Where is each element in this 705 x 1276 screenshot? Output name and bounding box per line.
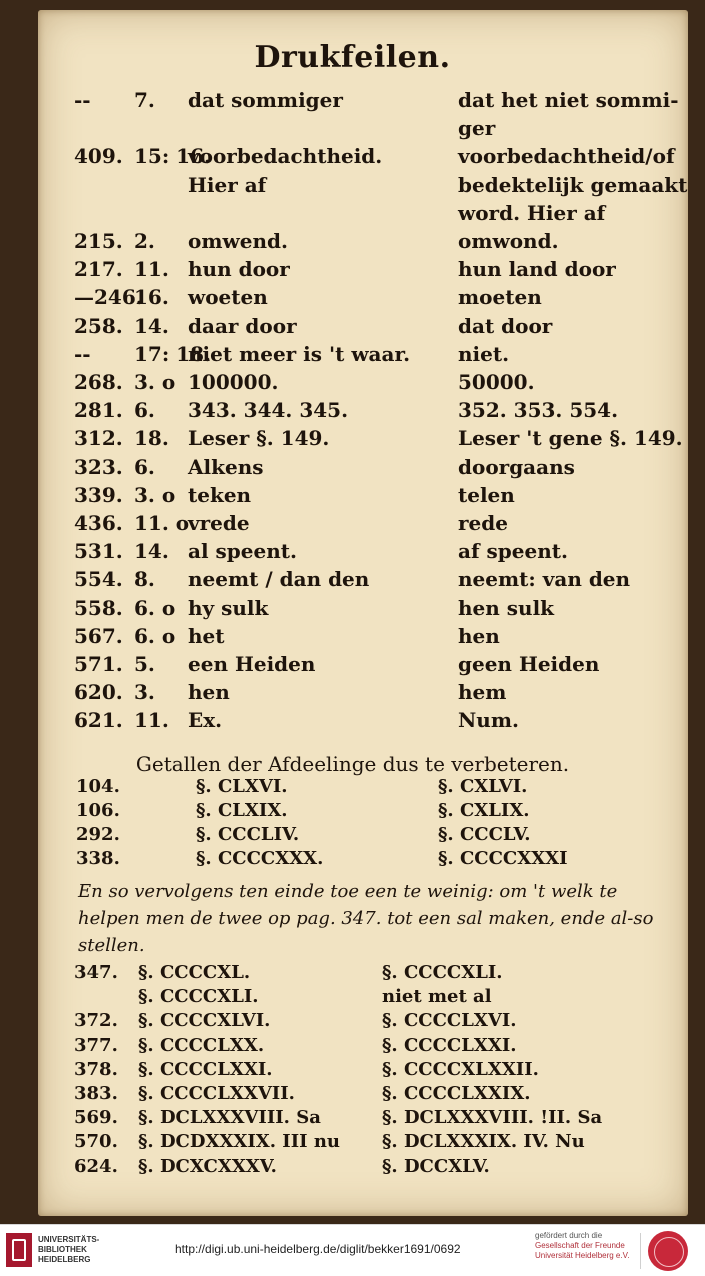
wrong-text: al speent. bbox=[188, 539, 297, 564]
wrong-number: §. CCCCXXX. bbox=[196, 848, 324, 869]
correct-number: §. DCLXXXVIII. !II. Sa bbox=[382, 1107, 603, 1129]
correct-text: telen bbox=[458, 482, 515, 507]
correct-number: §. CCCLV. bbox=[438, 824, 531, 845]
wrong-number: §. CCCCXLVI. bbox=[138, 1010, 271, 1032]
page-number: 567. bbox=[74, 623, 123, 648]
page-number: 377. bbox=[74, 1034, 118, 1056]
correct-text: Leser 't gene §. 149. bbox=[458, 426, 683, 451]
errata-row bbox=[0, 285, 705, 313]
page-number: 570. bbox=[74, 1131, 118, 1153]
errata-row bbox=[0, 173, 705, 201]
page-number: —246. bbox=[74, 285, 143, 310]
correct-text: Num. bbox=[458, 708, 519, 733]
university-seal-icon[interactable] bbox=[648, 1231, 688, 1271]
correct-number: §. CCCCLXXI. bbox=[382, 1034, 517, 1056]
line-number: 15: 16. bbox=[134, 144, 211, 169]
correct-text: niet. bbox=[458, 341, 510, 366]
correct-number: §. DCCXLV. bbox=[382, 1155, 490, 1177]
errata-row bbox=[0, 511, 705, 539]
more-numbers-row bbox=[0, 1010, 705, 1036]
footer-bar bbox=[0, 1224, 705, 1276]
errata-row bbox=[0, 229, 705, 257]
numbers-row bbox=[0, 848, 705, 874]
errata-row bbox=[0, 370, 705, 398]
page-number: 347. bbox=[74, 962, 118, 983]
errata-row bbox=[0, 652, 705, 680]
wrong-text: Alkens bbox=[188, 454, 264, 479]
wrong-text: 100000. bbox=[188, 370, 279, 394]
library-logo-text: UNIVERSITÄTS- BIBLIOTHEK HEIDELBERG bbox=[38, 1235, 100, 1264]
correct-text: dat door bbox=[458, 313, 553, 338]
wrong-text: Leser §. 149. bbox=[188, 426, 330, 451]
more-numbers-row bbox=[0, 962, 705, 988]
footer-divider bbox=[640, 1233, 641, 1269]
errata-row bbox=[0, 144, 705, 172]
wrong-number: §. DCXCXXXV. bbox=[138, 1155, 277, 1177]
page-number: 531. bbox=[74, 539, 123, 564]
wrong-number: §. CLXVI. bbox=[196, 776, 288, 797]
line-number: 11. o bbox=[134, 511, 190, 535]
errata-row bbox=[0, 483, 705, 511]
correct-text: geen Heiden bbox=[458, 652, 600, 676]
library-logo-icon[interactable] bbox=[6, 1233, 32, 1267]
errata-row bbox=[0, 398, 705, 426]
page-number: 281. bbox=[74, 398, 123, 423]
more-numbers-row bbox=[0, 1131, 705, 1157]
correct-number: §. CXLVI. bbox=[438, 776, 528, 797]
wrong-text: vrede bbox=[188, 511, 250, 535]
line-number: 2. bbox=[134, 229, 155, 253]
page-number: 312. bbox=[74, 426, 123, 451]
page-number: 621. bbox=[74, 708, 123, 733]
page-number: 409. bbox=[74, 144, 123, 169]
correct-text: voorbedachtheid/of bbox=[458, 144, 675, 169]
more-numbers-row bbox=[0, 1059, 705, 1085]
page-number: -- bbox=[74, 341, 91, 366]
wrong-number: §. CCCCLXX. bbox=[138, 1034, 265, 1056]
correct-text: neemt: van den bbox=[458, 567, 631, 592]
correct-number: §. CCCCXLI. bbox=[382, 962, 503, 983]
line-number: 11. bbox=[134, 708, 169, 733]
errata-row bbox=[0, 455, 705, 483]
page-number: 554. bbox=[74, 567, 123, 592]
correct-text: ger bbox=[458, 116, 496, 141]
correct-text: hen sulk bbox=[458, 595, 555, 620]
more-numbers-row bbox=[0, 1107, 705, 1133]
correct-text: word. Hier af bbox=[458, 200, 606, 225]
errata-row bbox=[0, 596, 705, 624]
line-number: 5. bbox=[134, 652, 155, 676]
page-number: 378. bbox=[74, 1058, 118, 1080]
wrong-text: Ex. bbox=[188, 708, 223, 733]
wrong-text: dat sommiger bbox=[188, 88, 343, 112]
page-number: 569. bbox=[74, 1107, 118, 1129]
correct-text: rede bbox=[458, 511, 508, 535]
numbers-row bbox=[0, 824, 705, 850]
page-number: 104. bbox=[76, 776, 120, 797]
wrong-number: §. CCCLIV. bbox=[196, 824, 300, 845]
errata-row bbox=[0, 88, 705, 116]
correct-text: doorgaans bbox=[458, 454, 575, 479]
wrong-text: omwend. bbox=[188, 229, 288, 253]
wrong-text: daar door bbox=[188, 313, 297, 338]
page-number: 258. bbox=[74, 313, 123, 338]
wrong-text: teken bbox=[188, 482, 252, 507]
wrong-text: voorbedachtheid. bbox=[188, 144, 383, 169]
correct-text: af speent. bbox=[458, 539, 568, 564]
correct-text: hun land door bbox=[458, 257, 616, 282]
numbers-row bbox=[0, 800, 705, 826]
page-number: 558. bbox=[74, 595, 123, 620]
errata-row bbox=[0, 708, 705, 736]
errata-row bbox=[0, 116, 705, 144]
correct-text: hen bbox=[458, 623, 500, 648]
wrong-number: §. CCCCLXXI. bbox=[138, 1058, 273, 1080]
note-paragraph: En so vervolgens ten einde toe een te weinig: om 't welk te helpen men de twee op pag. 347. tot een sal maken, ende al-so stellen. bbox=[78, 881, 654, 956]
page-number: 571. bbox=[74, 652, 123, 676]
wrong-number: §. CCCCXL. bbox=[138, 962, 251, 983]
correct-number: niet met al bbox=[382, 986, 492, 1008]
page-number: 624. bbox=[74, 1155, 118, 1177]
page-number: 292. bbox=[76, 824, 120, 845]
line-number: 17: 18. bbox=[134, 341, 211, 366]
errata-row bbox=[0, 624, 705, 652]
correct-number: §. DCLXXXIX. IV. Nu bbox=[382, 1131, 585, 1153]
errata-row bbox=[0, 539, 705, 567]
line-number: 3. o bbox=[134, 370, 176, 394]
page-number: 323. bbox=[74, 454, 123, 479]
wrong-number: §. DCDXXXIX. III nu bbox=[138, 1131, 341, 1153]
page-number: 217. bbox=[74, 257, 123, 282]
wrong-number: §. DCLXXXVIII. Sa bbox=[138, 1107, 321, 1129]
wrong-text: woeten bbox=[188, 285, 268, 310]
page-number: 338. bbox=[76, 848, 120, 869]
page-number: 436. bbox=[74, 511, 123, 535]
sponsor-text: gefördert durch die Gesellschaft der Freunde Universität Heidelberg e.V. bbox=[535, 1231, 630, 1260]
line-number: 3. o bbox=[134, 482, 176, 507]
page-number: 372. bbox=[74, 1010, 118, 1032]
line-number: 6. o bbox=[134, 623, 176, 648]
line-number: 14. bbox=[134, 539, 169, 564]
wrong-number: §. CLXIX. bbox=[196, 800, 288, 821]
correct-text: 352. 353. 554. bbox=[458, 398, 619, 423]
line-number: 7. bbox=[134, 88, 155, 112]
page-number: 268. bbox=[74, 370, 123, 394]
wrong-text: Hier af bbox=[188, 172, 267, 197]
page-heading: Drukfeilen. bbox=[254, 40, 451, 75]
correct-text: omwond. bbox=[458, 229, 559, 253]
line-number: 16. bbox=[134, 285, 169, 310]
page-number: 620. bbox=[74, 680, 123, 705]
wrong-text: het bbox=[188, 623, 225, 648]
errata-row bbox=[0, 342, 705, 370]
more-numbers-row bbox=[0, 1035, 705, 1061]
errata-row bbox=[0, 201, 705, 229]
wrong-text: hen bbox=[188, 680, 230, 705]
errata-row bbox=[0, 257, 705, 285]
wrong-text: hy sulk bbox=[188, 595, 269, 620]
line-number: 3. bbox=[134, 680, 155, 705]
line-number: 6. bbox=[134, 454, 155, 479]
wrong-text: 343. 344. 345. bbox=[188, 398, 349, 423]
correct-number: §. CCCCLXVI. bbox=[382, 1010, 517, 1032]
wrong-text: niet meer is 't waar. bbox=[188, 341, 411, 366]
page-number: 339. bbox=[74, 482, 123, 507]
line-number: 6. bbox=[134, 398, 155, 423]
correct-text: hem bbox=[458, 680, 507, 705]
correct-text: bedektelijk gemaakt bbox=[458, 172, 688, 197]
wrong-number: §. CCCCXLI. bbox=[138, 986, 259, 1008]
correct-text: 50000. bbox=[458, 370, 535, 394]
correct-number: §. CXLIX. bbox=[438, 800, 530, 821]
errata-row bbox=[0, 426, 705, 454]
more-numbers-row bbox=[0, 986, 705, 1012]
numbers-heading: Getallen der Afdeelinge dus te verbeteren. bbox=[135, 752, 570, 776]
wrong-text: neemt / dan den bbox=[188, 567, 370, 592]
line-number: 14. bbox=[134, 313, 169, 338]
correct-number: §. CCCCXXXI bbox=[438, 848, 568, 869]
wrong-text: een Heiden bbox=[188, 652, 316, 676]
line-number: 6. o bbox=[134, 595, 176, 620]
errata-row bbox=[0, 314, 705, 342]
correct-text: dat het niet sommi- bbox=[458, 88, 679, 112]
more-numbers-row bbox=[0, 1083, 705, 1109]
correct-text: moeten bbox=[458, 285, 542, 310]
wrong-number: §. CCCCLXXVII. bbox=[138, 1083, 295, 1104]
line-number: 11. bbox=[134, 257, 169, 282]
correct-number: §. CCCCXLXXII. bbox=[382, 1058, 539, 1080]
correct-number: §. CCCCLXXIX. bbox=[382, 1083, 531, 1104]
wrong-text: hun door bbox=[188, 257, 290, 282]
page-number: 215. bbox=[74, 229, 123, 253]
more-numbers-row bbox=[0, 1156, 705, 1182]
line-number: 8. bbox=[134, 567, 155, 592]
page-number: -- bbox=[74, 88, 91, 112]
errata-row bbox=[0, 567, 705, 595]
errata-row bbox=[0, 680, 705, 708]
permalink-url[interactable]: http://digi.ub.uni-heidelberg.de/diglit/bekker1691/0692 bbox=[175, 1242, 461, 1256]
page-number: 383. bbox=[74, 1083, 118, 1104]
line-number: 18. bbox=[134, 426, 169, 451]
numbers-row bbox=[0, 776, 705, 802]
page-number: 106. bbox=[76, 800, 120, 821]
